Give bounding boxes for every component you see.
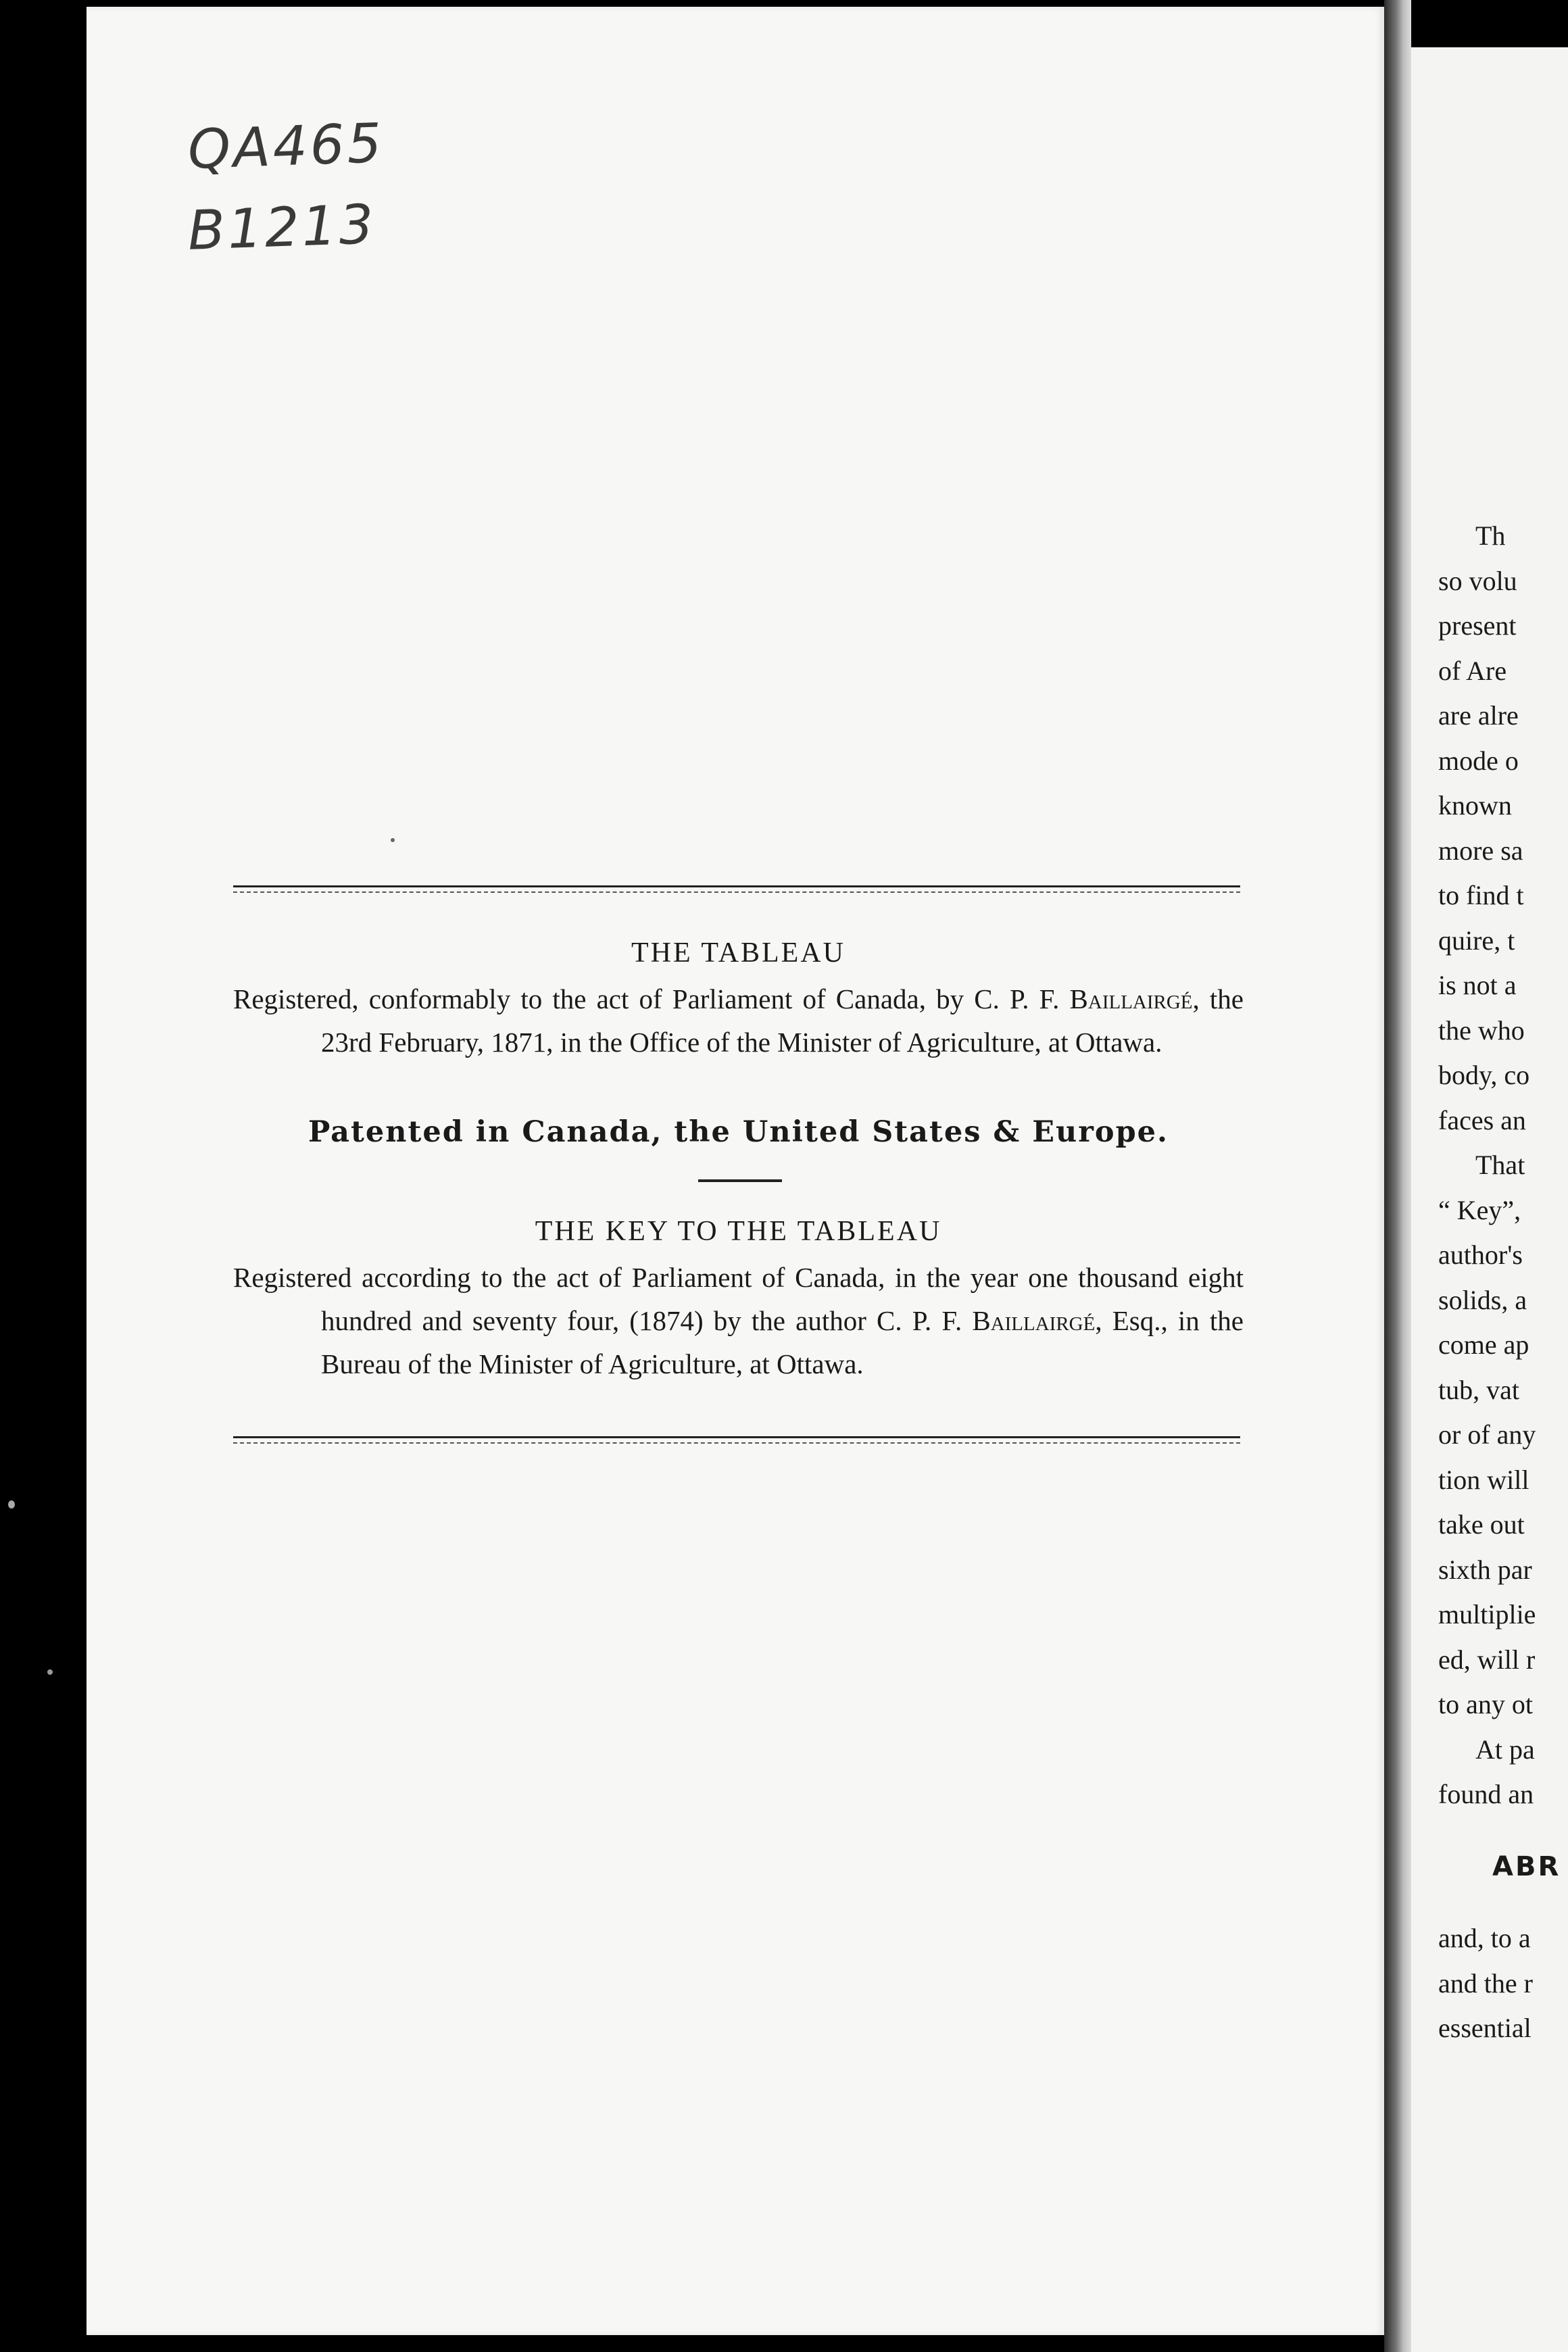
text-line: solids, a bbox=[1438, 1284, 1527, 1315]
text-line: mode o bbox=[1438, 745, 1519, 776]
text-line: more sa bbox=[1438, 835, 1523, 866]
scan-artifact bbox=[8, 1500, 15, 1509]
left-page bbox=[87, 7, 1384, 2335]
text-line: or of any bbox=[1438, 1419, 1536, 1450]
text-line: take out bbox=[1438, 1509, 1525, 1540]
text-line: body, co bbox=[1438, 1060, 1530, 1090]
book-gutter bbox=[1384, 0, 1411, 2352]
shelfmark-line-1: QA465 bbox=[187, 111, 385, 182]
text-line: At pa bbox=[1475, 1734, 1535, 1765]
text-line: come ap bbox=[1438, 1329, 1529, 1360]
spacer bbox=[1438, 1889, 1568, 1916]
section-divider bbox=[698, 1179, 782, 1182]
text-line: and the r bbox=[1438, 1967, 1533, 1999]
text-line: is not a bbox=[1438, 970, 1517, 1000]
tableau-title: THE TABLEAU bbox=[631, 937, 846, 969]
patent-notice: Patented in Canada, the United States & Europe. bbox=[308, 1115, 1169, 1149]
text-line: That bbox=[1475, 1150, 1525, 1180]
key-title: THE KEY TO THE TABLEAU bbox=[535, 1216, 942, 1247]
text-line: present bbox=[1438, 610, 1517, 641]
text-line: quire, t bbox=[1438, 925, 1515, 956]
tableau-registration-text: Registered, conformably to the act of Parliament of Canada, by C. P. F. Baillairgé, the 23rd February, 1871, in the Office of the Minister of Agriculture, at Ottawa. bbox=[233, 983, 1244, 1058]
text-line: ed, will r bbox=[1438, 1644, 1536, 1675]
text-line: tub, vat bbox=[1438, 1374, 1519, 1405]
scan-artifact bbox=[47, 1669, 53, 1675]
text-line: of Are bbox=[1438, 655, 1507, 686]
text-line: sixth par bbox=[1438, 1554, 1532, 1585]
key-registration-text: Registered according to the act of Parliament of Canada, in the year one thousand eight hundred and seventy four, (1874) by the author C. P. F. Baillairgé, Esq., in the Bureau of the Minister of Agriculture, at Ottawa. bbox=[233, 1262, 1244, 1379]
author-name: Baillairgé bbox=[1069, 983, 1193, 1014]
bottom-ornamental-rule bbox=[233, 1436, 1240, 1438]
text-line: author's bbox=[1438, 1240, 1523, 1270]
text-line: known bbox=[1438, 790, 1512, 820]
author-name: Baillairgé bbox=[972, 1305, 1096, 1336]
text-line: so volu bbox=[1438, 565, 1517, 596]
tableau-registration-block bbox=[233, 931, 1244, 1064]
text-line: to any ot bbox=[1438, 1689, 1533, 1719]
ink-speck bbox=[391, 838, 395, 842]
text-line: and, to a bbox=[1438, 1923, 1531, 1953]
section-heading: ABR bbox=[1492, 1851, 1561, 1882]
shelfmark-line-2: B1213 bbox=[187, 193, 378, 262]
right-page-text bbox=[1438, 514, 1568, 2051]
text-line: multiplie bbox=[1438, 1599, 1536, 1630]
spacer bbox=[1438, 1817, 1568, 1844]
text-line: essential bbox=[1438, 2013, 1532, 2043]
text-line: to find t bbox=[1438, 880, 1524, 910]
text-line: the who bbox=[1438, 1014, 1525, 1046]
key-registration-block bbox=[233, 1210, 1244, 1386]
top-ornamental-rule bbox=[233, 885, 1240, 887]
text-line: faces an bbox=[1438, 1104, 1526, 1135]
text-line: tion will bbox=[1438, 1464, 1529, 1495]
text-line: found an bbox=[1438, 1779, 1534, 1809]
right-page bbox=[1411, 47, 1568, 2352]
text-line: are alre bbox=[1438, 700, 1519, 731]
text-line: “ Key”, bbox=[1438, 1194, 1521, 1225]
text-line: Th bbox=[1475, 520, 1506, 551]
